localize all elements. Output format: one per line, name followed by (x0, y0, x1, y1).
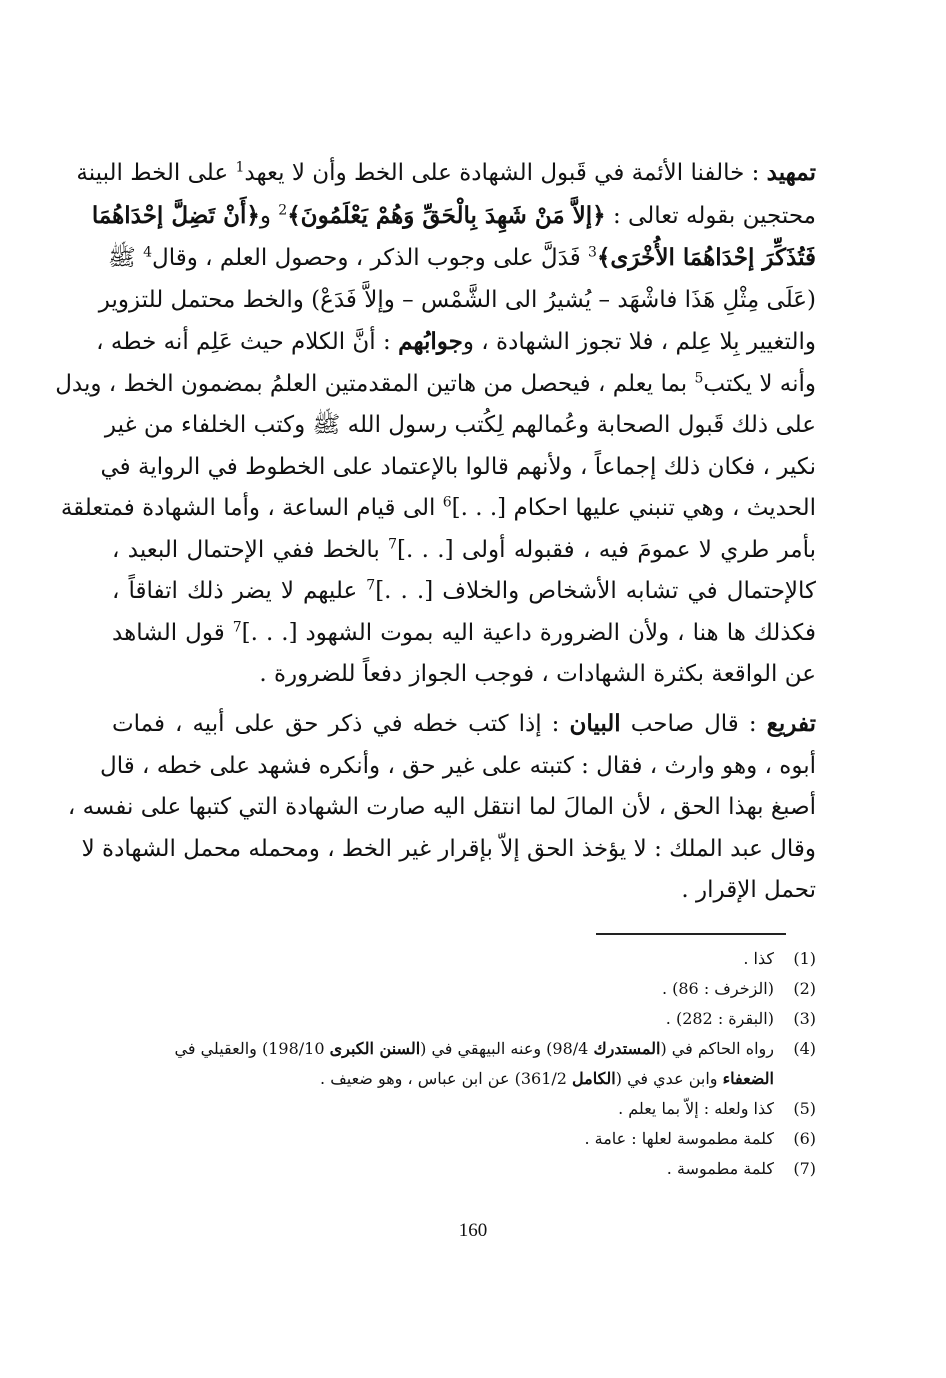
footnote-ref: 7 (366, 577, 376, 594)
footnote-ref: 5 (694, 369, 704, 386)
text-run: و (259, 202, 279, 229)
text-line (91, 195, 816, 238)
quran-quote: فَتُذَكِّرَ إحْدَاهُمَا الأُخْرَى﴾ (596, 244, 816, 271)
bold-term: الضعفاء (722, 1069, 774, 1088)
footnote-text (112, 1094, 774, 1124)
text-run: بأمر طري لا عمومَ فيه ، فقبوله أولى [. . .] (397, 536, 816, 563)
text-run: أبوه ، وهو وارث ، فقال : كتبته على غير حق ، وأنكره فشهد على خطه ، قال (99, 752, 816, 779)
text-line (100, 447, 816, 489)
text-run: رواه الحاكم في ( (660, 1039, 774, 1058)
bold-term: السنن الكبرى (329, 1039, 421, 1058)
text-line (112, 703, 816, 746)
text-run: : خالفنا الأئمة في قَبول الشهادة على الخط وأن لا يعهد (244, 160, 767, 186)
text-line (107, 237, 816, 280)
text-run: 361/2) عن ابن عباس ، وهو ضعيف . (320, 1069, 573, 1088)
text-line (99, 746, 816, 788)
text-line (67, 787, 816, 829)
text-run: على الخط البينة (76, 160, 236, 186)
text-run: عن الواقعة بكثرة الشهادات ، فوجب الجواز دفعاً للضرورة . (259, 661, 816, 687)
footnote-number: (6) (793, 1129, 816, 1148)
text-run: 98/4) وعنه البيهقي في ( (420, 1039, 594, 1058)
footnote-item (112, 1094, 816, 1124)
text-line (112, 654, 816, 696)
footnote-ref: 6 (442, 494, 452, 511)
text-run: وقال عبد الملك : لا يؤخذ الحق إلاّ بإقرار غير الخط ، ومحمله محمل الشهادة لا (81, 835, 816, 862)
text-line (96, 321, 816, 364)
footnote-number: (3) (793, 1009, 816, 1028)
text-line (76, 152, 816, 195)
footnote-item (112, 974, 816, 1004)
text-line (112, 530, 816, 572)
footnote-separator (596, 933, 786, 935)
page-number: 160 (458, 1220, 488, 1241)
text-run: ﷺ (107, 245, 144, 271)
quran-quote: ﴿إلاَّ مَنْ شَهِدَ بِالْحَقِّ وَهُمْ يَعْلَمُونَ﴾ (287, 201, 606, 229)
footnote-item (112, 944, 816, 974)
footnote-item (112, 1124, 816, 1154)
text-line (112, 571, 816, 613)
bold-term: البيان (569, 710, 621, 737)
text-run: (عَلَى مِثْلِ هَذَا فاشْهَد – يُشيرُ الى الشَّمْس – وإلاَّ فَدَعْ) والخط محتمل للتزوير (98, 286, 816, 313)
text-run: محتجين بقوله تعالى : (605, 202, 816, 229)
text-run: كلمة مطموسة . (666, 1159, 774, 1178)
text-line (112, 870, 816, 912)
footnote-number: (1) (793, 949, 816, 968)
footnote-text (112, 1004, 774, 1034)
text-run: (البقرة : 282) . (665, 1009, 774, 1028)
footnote-ref: 7 (232, 618, 242, 635)
footnote-item (112, 1004, 816, 1034)
footnote-ref: 1 (235, 159, 245, 176)
footnote-item (112, 1034, 816, 1094)
text-run: الى قيام الساعة ، وأما الشهادة فمتعلقة (60, 495, 443, 521)
text-line (60, 488, 816, 530)
text-run: على ذلك قَبول الصحابة وعُمالهم لِكُتب رسول الله ﷺ وكتب الخلفاء من غير (104, 412, 816, 438)
quran-quote: ﴿أَنْ تَضِلَّ إحْدَاهُمَا (91, 201, 260, 229)
footnote-text (112, 974, 774, 1004)
text-run: : قال صاحب (620, 711, 767, 737)
footnote-ref: 3 (588, 244, 597, 261)
text-line (112, 613, 816, 655)
text-run: كذا ولعله : إلاّ بما يعلم . (618, 1099, 774, 1118)
footnote-number: (5) (793, 1099, 816, 1118)
footnote-ref: 4 (143, 244, 152, 261)
text-run: : إذا كتب خطه في ذكر حق على أبيه ، فمات (112, 711, 570, 737)
text-run: بالخط ففي الإحتمال البعيد ، (112, 536, 389, 563)
text-run: كلمة مطموسة لعلها : عامة . (584, 1129, 774, 1148)
footnote-text (112, 1034, 774, 1094)
main-paragraph-tafri (67, 703, 817, 912)
text-run: كالإحتمال في تشابه الأشخاص والخلاف [. . .] (375, 578, 816, 604)
text-run: أصبغ بهذا الحق ، لأن المالَ لما انتقل اليه صارت الشهادة التي كتبها على نفسه ، (67, 794, 816, 820)
text-run: : أنَّ الكلام حيث عَلِم أنه خطه ، (96, 329, 399, 355)
text-run: فَدَلَّ على وجوب الذكر ، وحصول العلم ، وقال (152, 245, 589, 271)
text-run: وابن عدي في ( (615, 1069, 723, 1088)
text-run: كذا . (743, 949, 774, 968)
footnote-ref: 7 (388, 535, 398, 552)
text-run: تحمل الإقرار . (681, 877, 816, 903)
footnote-text (112, 1124, 774, 1154)
bold-term: الكامل (572, 1069, 616, 1088)
footnote-number: (4) (793, 1039, 816, 1058)
text-run: عليهم لا يضر ذلك اتفاقاً ، (112, 578, 367, 604)
text-run: نكير ، فكان ذلك إجماعاً ، ولأنهم قالوا بالإعتماد على الخطوط في الرواية في (100, 453, 816, 480)
footnote-number: (7) (793, 1159, 816, 1178)
text-line (98, 280, 816, 322)
main-paragraph-intro (55, 152, 816, 696)
text-run: وأنه لا يكتب (703, 370, 816, 397)
footnote-ref: 2 (278, 201, 288, 218)
text-line (55, 364, 816, 406)
bold-term: المستدرك (593, 1039, 661, 1058)
footnote-number: (2) (793, 979, 816, 998)
text-run: (الزخرف : 86) . (661, 979, 774, 998)
text-run: بما يعلم ، فيحصل من هاتين المقدمتين العلمُ بمضمون الخط ، ويدل (55, 370, 695, 397)
text-run: فكذلك ها هنا ، ولأن الضرورة داعية اليه بموت الشهود [. . .] (241, 619, 816, 646)
text-run: 198/10) والعقيلي في (174, 1039, 330, 1058)
text-run: الحديث ، وهي تنبني عليها احكام [. . .] (451, 495, 816, 521)
bold-term: تفريع (766, 710, 817, 737)
bold-term: جوابُهم (398, 328, 463, 355)
text-line (81, 829, 816, 871)
text-line (104, 405, 816, 447)
text-run: قول الشاهد (112, 619, 233, 646)
footnote-text (112, 944, 774, 974)
bold-term: تمهيد (766, 159, 816, 186)
footnotes-list (112, 944, 816, 1184)
footnote-item (112, 1154, 816, 1184)
text-run: والتغيير بِلا عِلم ، فلا تجوز الشهادة ، و (462, 329, 816, 355)
footnote-text (112, 1154, 774, 1184)
